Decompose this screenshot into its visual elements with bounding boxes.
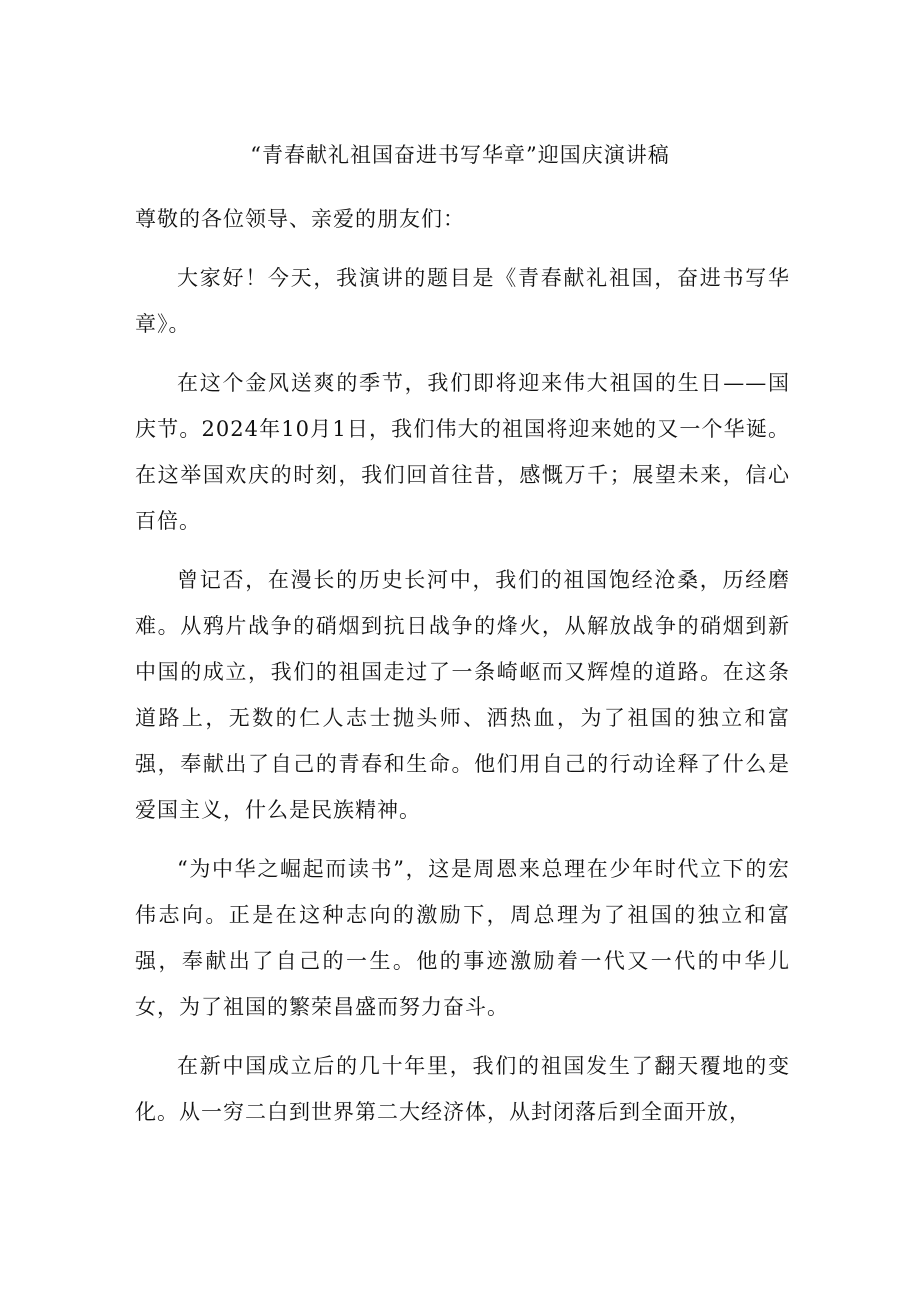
paragraph-history: 曾记否，在漫长的历史长河中，我们的祖国饱经沧桑，历经磨难。从鸦片战争的硝烟到抗日战争的烽火，从解放战争的硝烟到新中国的成立，我们的祖国走过了一条崎岖而又辉煌的道路。在这条道路上，无数的仁人志士抛头师、洒热血，为了祖国的独立和富强，奉献出了自己的青春和生命。他们用自己的行动诠释了什么是爱国主义，什么是民族精神。 — [135, 568, 790, 822]
paragraph-greeting: 大家好！今天，我演讲的题目是《青春献礼祖国，奋进书写华章》。 — [135, 266, 790, 336]
paragraph-development: 在新中国成立后的几十年里，我们的祖国发生了翻天覆地的变化。从一穷二白到世界第二大经济体，从封闭落后到全面开放， — [135, 1054, 790, 1124]
paragraph-national-day: 在这个金风送爽的季节，我们即将迎来伟大祖国的生日——国庆节。2024年10月1日，我们伟大的祖国将迎来她的又一个华诞。在这举国欢庆的时刻，我们回首往昔，感慨万千；展望未来，信心百倍。 — [135, 371, 790, 533]
document-title: “青春献礼祖国奋进书写华章”迎国庆演讲稿 — [250, 143, 670, 167]
salutation: 尊敬的各位领导、亲爱的朋友们： — [135, 207, 465, 231]
paragraph-zhou-enlai: “为中华之崛起而读书”，这是周恩来总理在少年时代立下的宏伟志向。正是在这种志向的激励下，周总理为了祖国的独立和富强，奉献出了自己的一生。他的事迹激励着一代又一代的中华儿女，为了祖国的繁荣昌盛而努力奋斗。 — [135, 857, 790, 1019]
document-body — [135, 196, 790, 1148]
